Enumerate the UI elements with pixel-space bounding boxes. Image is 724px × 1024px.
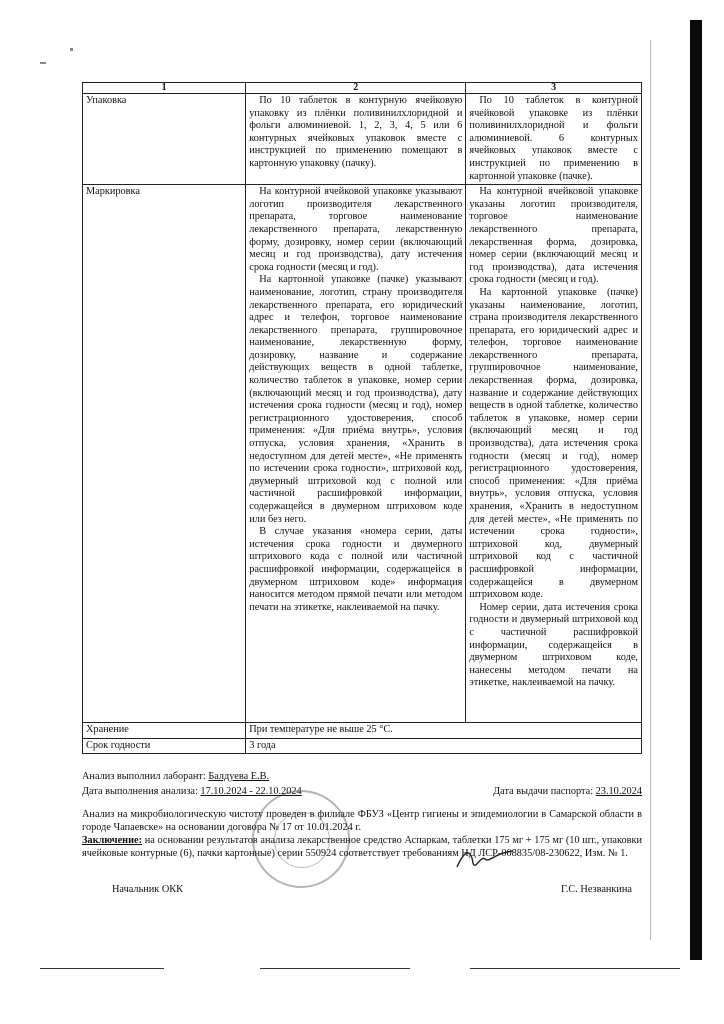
bottom-rule	[470, 968, 680, 969]
header-col-2: 2	[246, 83, 466, 94]
scan-speck	[70, 48, 73, 51]
analyst-line	[82, 771, 642, 784]
header-col-1: 1	[83, 83, 246, 94]
conclusion-label: Заключение:	[82, 835, 143, 846]
marking-result	[466, 185, 642, 723]
row-label-storage: Хранение	[83, 723, 246, 739]
specification-table	[82, 82, 642, 754]
marking-result-p3: Номер серии, дата истечения срока годности и двумерный штриховой код с частичной расшифровкой информации, содержащейся в двумерном штриховом коде, нанесены методом печати на этикетке, наклеиваемой на пачку.	[469, 601, 638, 689]
marking-requirement-p3: В случае указания «номера серии, даты истечения срока годности и двумерного штрихового кода с полной или частичной расшифровкой информации, содержащейся в двумерном штриховом коде» информация наносится методом прямой печати или методом печати на этикетке, наклеиваемой на пачку.	[249, 526, 463, 613]
packaging-result-text: По 10 таблеток в контурной ячейковой упаковке из плёнки поливинилхлоридной и фольги алюминиевой. 6 контурных ячейковых упаковок вместе с инструкцией по применению в картонной упаковке (пачке).	[469, 95, 638, 182]
row-label-marking: Маркировка	[83, 185, 246, 723]
scan-speck	[40, 62, 46, 64]
signature-icon	[455, 845, 515, 875]
conclusion-block	[82, 835, 642, 860]
analyst-name: Балдуева Е.В.	[208, 771, 270, 782]
scan-noise-line	[650, 40, 651, 940]
table-row	[83, 723, 642, 739]
packaging-result	[466, 94, 642, 185]
shelf-life-value: 3 года	[246, 738, 642, 754]
packaging-requirement	[246, 94, 466, 185]
analysis-dates-value: 17.10.2024 - 22.10.2024	[200, 786, 302, 797]
row-label-shelf-life: Срок годности	[83, 738, 246, 754]
bottom-rule	[260, 968, 410, 969]
analyst-label: Анализ выполнил лаборант:	[82, 771, 206, 782]
analysis-dates-label: Дата выполнения анализа:	[82, 786, 198, 797]
round-seal-icon	[252, 790, 350, 888]
header-col-3: 3	[466, 83, 642, 94]
table-row	[83, 94, 642, 185]
bottom-rule	[40, 968, 164, 969]
dates-line	[82, 786, 642, 799]
marking-result-p1: На контурной ячейковой упаковке указаны логотип производителя, торговое наименование лекарственного препарата, лекарственная форма, дозировка, номер серии (включающий месяц и год производства), дата истечения срока годности (месяц и год).	[469, 186, 638, 286]
table-row	[83, 185, 642, 723]
row-label-packaging: Упаковка	[83, 94, 246, 185]
signature-line	[112, 884, 632, 897]
storage-value: При температуре не выше 25 °С.	[246, 723, 642, 739]
conclusion-text: на основании результатов анализа лекарственное средство Аспаркам, таблетки 175 мг + 175 мг (10 шт., упаковки ячейковые контурные (6), пачки картонные) серии 550924 соответствует требованиям НД ЛСР-008835/08-230622, Изм. № 1.	[82, 835, 642, 859]
packaging-requirement-text: По 10 таблеток в контурную ячейковую упаковку из плёнки поливинилхлоридной и фольги алюминиевой. 1, 2, 3, 4, 5 или 6 контурных ячейковых упаковок вместе с инструкцией по применению помещают в картонную упаковку (пачку).	[249, 95, 463, 169]
table-header-row	[83, 83, 642, 94]
table-row	[83, 738, 642, 754]
analysis-dates	[82, 786, 302, 799]
issue-date-label: Дата выдачи паспорта:	[493, 786, 594, 797]
marking-requirement-p2: На картонной упаковке (пачке) указывают наименование, логотип, страну производителя лекарственного препарата, его юридический адрес и телефон, торговое наименование лекарственного препарата, группировочное наименование, лекарственную форму, дозировку, название и содержание действующих веществ в одной таблетке, количество таблеток в упаковке, номер серии (включающий месяц и год производства), дату истечения срока годности (месяц и год), номер регистрационного удостоверения, способ применения: «Для приёма внутрь», условия отпуска, условия хранения, «Хранить в недоступном для детей месте», «Не применять по истечении срока годности», штриховой код, двумерный штриховой код с полной или частичной расшифровкой информации, содержащейся в двумерном штриховом коде или без него.	[249, 274, 463, 525]
head-name: Г.С. Незванкина	[561, 884, 632, 895]
marking-requirement	[246, 185, 466, 723]
marking-result-p2: На картонной упаковке (пачке) указаны наименование, логотип, страна производителя лекарственного препарата, его юридический адрес и телефон, торговое наименование лекарственного препарата, группировочное наименование, лекарственная форма, дозировка, название и содержание действующих веществ в одной таблетке, количество таблеток в упаковке, номер серии (включающий месяц и год производства), дата истечения срока годности (месяц и год), номер регистрационного удостоверения, способ применения: «Для приёма внутрь», условия отпуска, условия хранения, «Хранить в недоступном для детей месте», «Не применять по истечении срока годности», штриховой код, двумерный штриховой код с частичной расшифровкой информации, содержащейся в двумерном штриховом коде.	[469, 286, 638, 601]
marking-requirement-p1: На контурной ячейковой упаковке указывают логотип производителя лекарственного препарата, торговое наименование лекарственного препарата, лекарственную форму, дозировку, номер серии (включающий месяц и год производства), дату истечения срока годности (месяц и год).	[249, 186, 463, 273]
scan-edge-bar	[690, 20, 702, 960]
micro-analysis-text: Анализ на микробиологическую чистоту проведен в филиале ФБУЗ «Центр гигиены и эпидемиологии в Самарской области в городе Чапаевске» на основании договора № 17 от 10.01.2024 г.	[82, 809, 642, 833]
issue-date	[493, 786, 642, 799]
head-title: Начальник ОКК	[112, 884, 184, 895]
issue-date-value: 23.10.2024	[595, 786, 642, 797]
